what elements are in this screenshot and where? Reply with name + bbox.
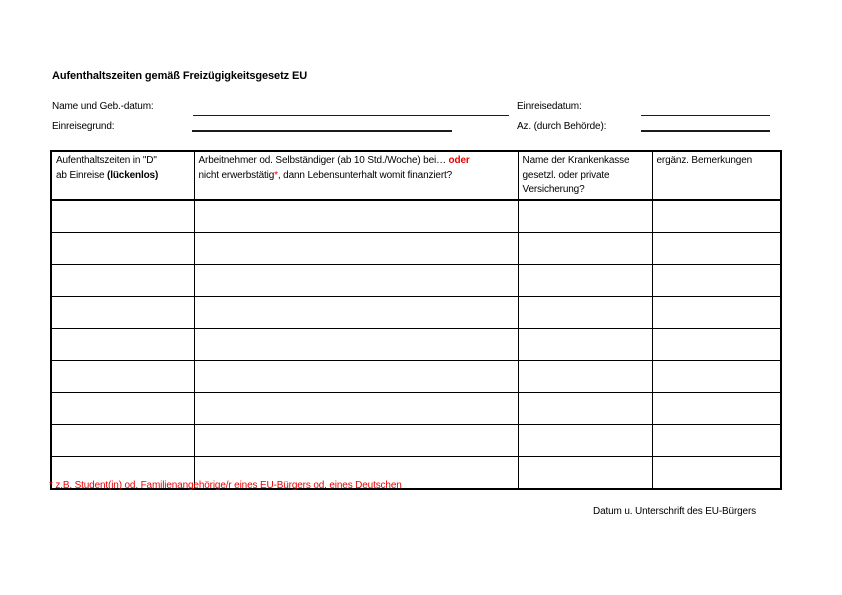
header-residence-line2: ab Einreise xyxy=(56,169,108,181)
residence-table xyxy=(50,150,782,490)
header-remarks: ergänz. Bemerkungen xyxy=(652,151,781,200)
table-cell xyxy=(652,264,781,296)
table-cell xyxy=(518,360,652,392)
table-cell xyxy=(194,424,518,456)
table-cell xyxy=(518,232,652,264)
footnote: * z.B. Student(in) od. Familienangehörige/r eines EU-Bürgers od. eines Deutschen xyxy=(49,480,402,491)
header-residence-line2-bold: (lückenlos) xyxy=(107,169,159,181)
table-cell xyxy=(518,424,652,456)
table-row xyxy=(51,296,781,328)
table-cell xyxy=(518,456,652,489)
table-cell xyxy=(51,392,194,424)
table-cell xyxy=(194,328,518,360)
table-cell xyxy=(194,360,518,392)
table-row xyxy=(51,360,781,392)
header-health-insurance: Name der Krankenkasse gesetzl. oder private Versicherung? xyxy=(518,151,652,200)
table-cell xyxy=(652,360,781,392)
table-cell xyxy=(652,200,781,233)
table-cell xyxy=(51,424,194,456)
table-row xyxy=(51,328,781,360)
table-cell xyxy=(51,264,194,296)
table-row xyxy=(51,424,781,456)
table-cell xyxy=(518,264,652,296)
table-cell xyxy=(652,296,781,328)
table-cell xyxy=(652,456,781,489)
table-header-row xyxy=(51,151,781,200)
entry-reason-label: Einreisegrund: xyxy=(52,121,115,132)
table-cell xyxy=(51,200,194,233)
table-cell xyxy=(518,296,652,328)
name-dob-label: Name und Geb.-datum: xyxy=(52,101,154,112)
table-row xyxy=(51,392,781,424)
table-cell xyxy=(652,424,781,456)
name-dob-line xyxy=(193,115,509,116)
form-title: Aufenthaltszeiten gemäß Freizügigkeitsgesetz EU xyxy=(52,70,308,82)
header-residence-line1: Aufenthaltszeiten in "D" xyxy=(56,155,157,166)
table-cell xyxy=(51,296,194,328)
header-employment xyxy=(194,151,518,200)
entry-date-label: Einreisedatum: xyxy=(517,101,582,112)
table-cell xyxy=(652,392,781,424)
header-residence-periods xyxy=(51,151,194,200)
table-cell xyxy=(51,360,194,392)
entry-date-line xyxy=(641,115,770,116)
table-body xyxy=(51,200,781,489)
table-row xyxy=(51,264,781,296)
table-cell xyxy=(652,232,781,264)
header-employment-asterisk: * xyxy=(274,169,278,181)
file-number-label: Az. (durch Behörde): xyxy=(517,121,607,132)
header-employment-line2b: , dann Lebensunterhalt womit finanziert? xyxy=(277,169,453,181)
signature-caption: Datum u. Unterschrift des EU-Bürgers xyxy=(593,506,756,517)
header-employment-line1: Arbeitnehmer od. Selbständiger (ab 10 Std./Woche) bei… xyxy=(198,155,449,166)
entry-reason-line xyxy=(192,130,452,132)
table-cell xyxy=(194,264,518,296)
table-cell xyxy=(518,328,652,360)
header-employment-oder: oder xyxy=(448,155,470,166)
table-cell xyxy=(194,392,518,424)
table-cell xyxy=(51,328,194,360)
table-cell xyxy=(194,232,518,264)
table-cell xyxy=(194,296,518,328)
table-row xyxy=(51,232,781,264)
table-cell xyxy=(194,200,518,233)
header-employment-line2a: nicht erwerbstätig xyxy=(198,169,275,181)
table-cell xyxy=(518,200,652,233)
table-row xyxy=(51,200,781,233)
table-cell xyxy=(652,328,781,360)
table-cell xyxy=(51,232,194,264)
file-number-line xyxy=(641,130,770,132)
table-cell xyxy=(518,392,652,424)
